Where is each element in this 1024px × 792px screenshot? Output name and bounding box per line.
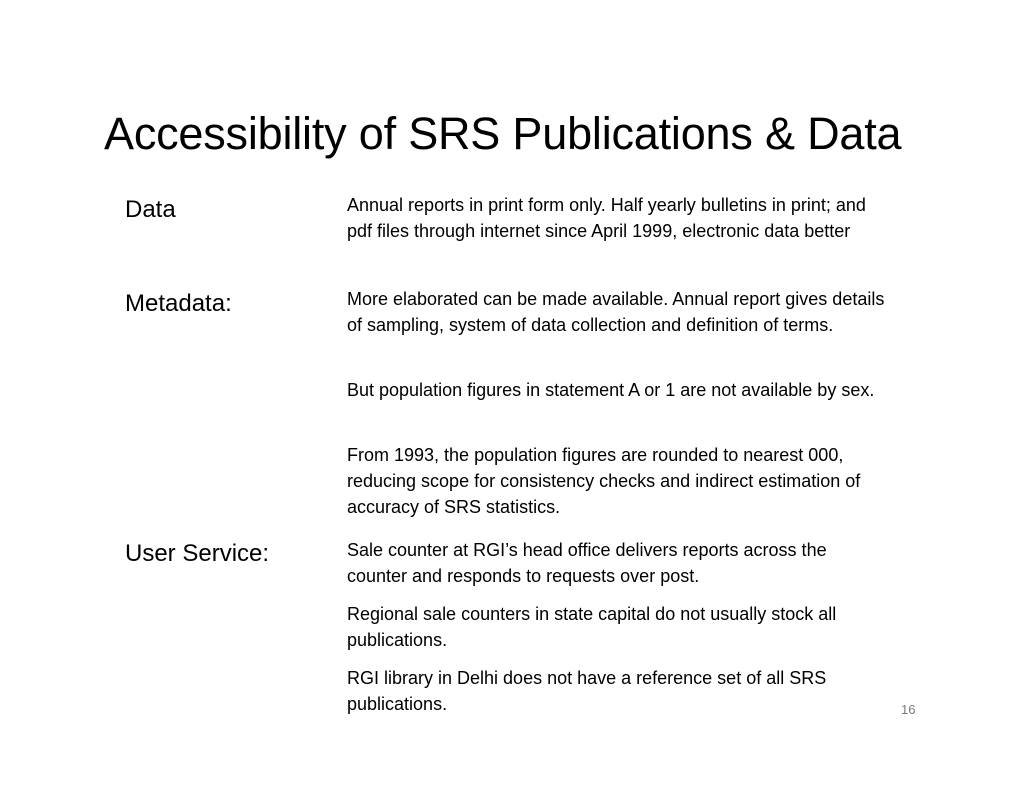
metadata-paragraph-2: But population figures in statement A or 1 are not available by sex.: [347, 380, 875, 400]
slide-title: Accessibility of SRS Publications & Data: [104, 108, 902, 159]
page-number: 16: [901, 702, 916, 717]
user-service-paragraph-3: RGI library in Delhi does not have a reference set of all SRS publications.: [347, 668, 827, 714]
user-service-paragraph-1: Sale counter at RGI’s head office delivers reports across the counter and responds to requests over post.: [347, 540, 827, 586]
section-label-data: Data: [125, 196, 176, 223]
section-label-metadata: Metadata:: [125, 290, 232, 317]
section-label-user-service: User Service:: [125, 540, 270, 567]
metadata-paragraph-1: More elaborated can be made available. Annual report gives details of sampling, system of data collection and definition of terms.: [347, 289, 885, 335]
metadata-paragraph-3: From 1993, the population figures are rounded to nearest 000, reducing scope for consistency checks and indirect estimation of accuracy of SRS statistics.: [347, 445, 861, 517]
data-paragraph-1: Annual reports in print form only. Half yearly bulletins in print; and pdf files through internet since April 1999, electronic data better: [347, 195, 866, 241]
user-service-paragraph-2: Regional sale counters in state capital do not usually stock all publications.: [347, 604, 837, 650]
